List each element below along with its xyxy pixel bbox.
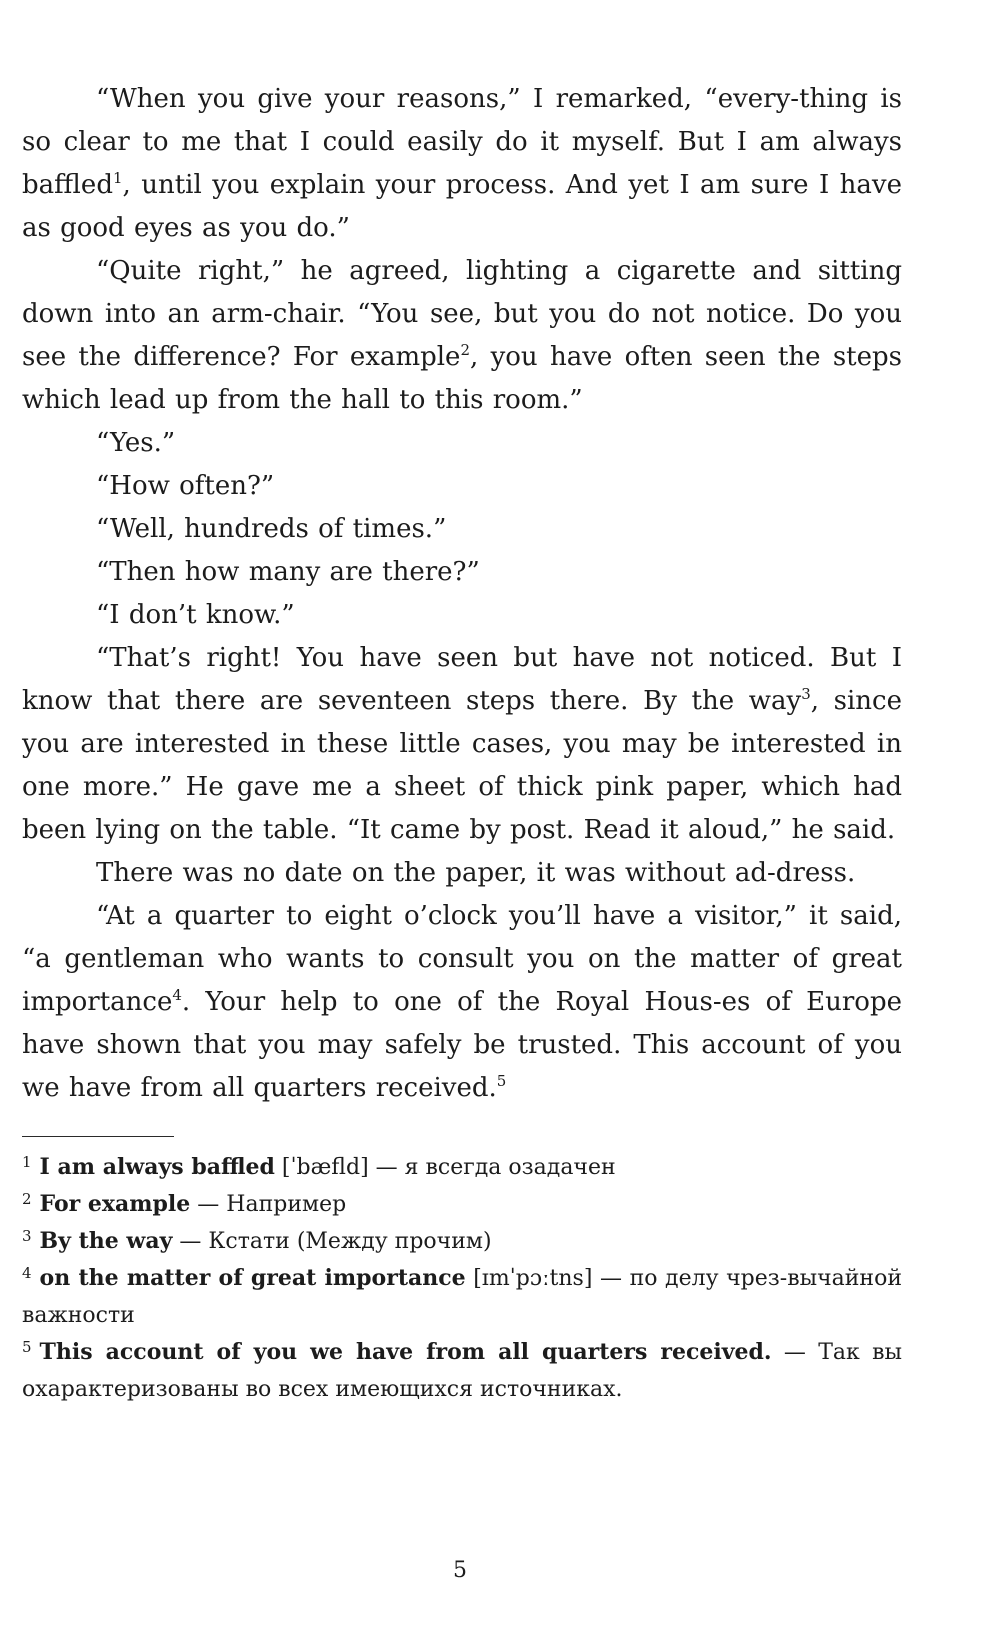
dialogue-line-how-often: “How often?” (96, 471, 275, 501)
paragraph-thats-right: “That’s right! You have seen but have not noticed. But I know that there are seventeen steps there. By the way$^3$, since you are interested in these little cases, you may be interested in one more.” He gave me a sheet of thick pink paper, which had been lying on the table. “It came by post. Read it aloud,” he said. (22, 643, 902, 845)
book-page (22, 78, 902, 1408)
footnote-5: $^5$ This account of you we have from all quarters received. — Так вы охарактеризованы во всех имеющихся источниках. (22, 1338, 902, 1402)
footnote-2: $^2$ For example — Например (22, 1190, 347, 1217)
footnote-ref-5[interactable]: 5 (496, 1072, 507, 1090)
footnote-ref-4[interactable]: 4 (172, 986, 182, 1004)
dialogue-line-hundreds: “Well, hundreds of times.” (96, 514, 447, 544)
footnote-1: $^1$ I am always baffled [ˈbæfld] — я всегда озадачен (22, 1153, 616, 1180)
paragraph-quite-right: “Quite right,” he agreed, lighting a cigarette and sitting down into an arm-chair. “You see, but you do not notice. Do you see the difference? For example$^2$, you have often seen the steps which lead up from the hall to this room.” (22, 256, 902, 415)
footnotes (22, 1149, 902, 1408)
dialogue-line-yes: “Yes.” (96, 428, 176, 458)
page-number: 5 (453, 1558, 467, 1583)
footnote-4: $^4$ on the matter of great importance [ɪmˈpɔːtns] — по делу чрез-вычайной важности (22, 1264, 902, 1328)
footnote-divider (22, 1136, 174, 1137)
dialogue-line-dont-know: “I don’t know.” (96, 600, 295, 630)
paragraph-reasons: “When you give your reasons,” I remarked, “every-thing is so clear to me that I could easily do it myself. But I am always baffled$^1$, until you explain your process. And yet I am sure I have as good eyes as you do.” (22, 84, 902, 243)
footnote-ref-2[interactable]: 2 (460, 341, 470, 359)
footnote-3: $^3$ By the way — Кстати (Между прочим) (22, 1227, 492, 1254)
body-text (22, 78, 902, 1110)
footnote-ref-1[interactable]: 1 (112, 169, 123, 187)
dialogue-line-how-many: “Then how many are there?” (96, 557, 480, 587)
footnote-ref-3[interactable]: 3 (801, 685, 811, 703)
paragraph-no-date: There was no date on the paper, it was without ad-dress. (96, 858, 856, 888)
paragraph-letter: “At a quarter to eight o’clock you’ll have a visitor,” it said, “a gentleman who wants to consult you on the matter of great importance$^4$. Your help to one of the Royal Hous-es of Europe have shown that you may safely be trusted. This account of you we have from all quarters received.$^5$ (22, 901, 902, 1103)
